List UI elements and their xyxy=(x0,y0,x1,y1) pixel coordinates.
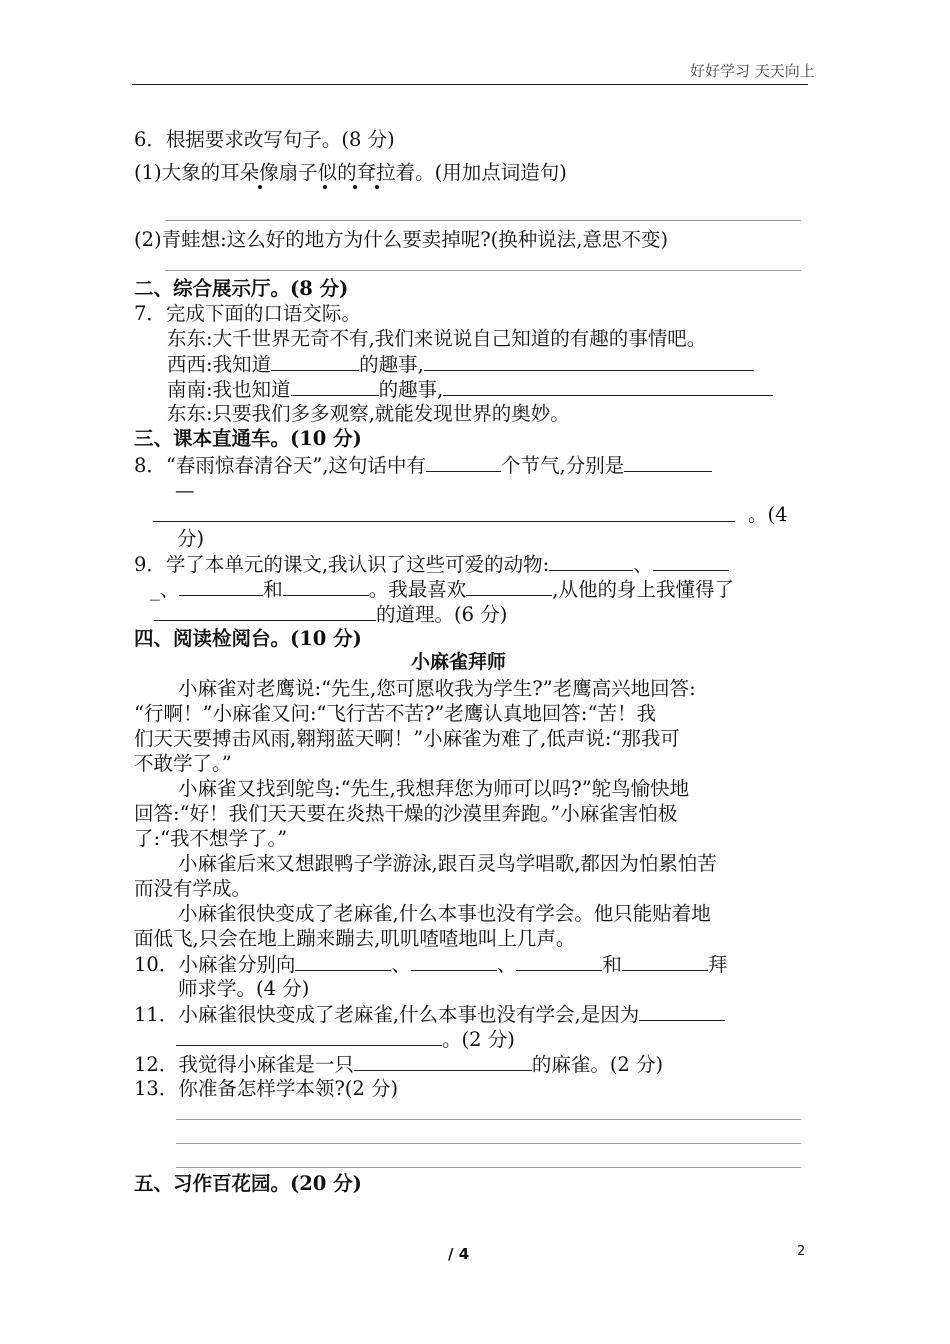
story-p4-line: 面低飞,只会在地上蹦来蹦去,叽叽喳喳地叫上几声。 xyxy=(134,927,576,950)
blank-q10-teacher-4[interactable] xyxy=(622,951,708,971)
dialog-2-mid: 的趣事, xyxy=(359,353,424,376)
q12-line xyxy=(134,1051,663,1078)
q9-learned: ,从他的身上我懂得了 xyxy=(552,578,734,601)
q9-end: 的道理。(6 分) xyxy=(376,603,508,626)
q6-sentence-2: (2)青蛙想:这么好的地方为什么要卖掉呢?(换种说法,意思不变) xyxy=(134,228,669,251)
q6-title: 6．根据要求改写句子。(8 分) xyxy=(134,128,395,151)
q10-and: 和 xyxy=(602,953,622,976)
header-slogan: 好好学习 天天向上 xyxy=(690,62,815,80)
blank-q9-favorite[interactable] xyxy=(466,576,552,596)
answer-line-q13-2[interactable] xyxy=(176,1143,801,1144)
section-5-title: 五、习作百花园。(20 分) xyxy=(134,1172,362,1195)
emphasis-dot xyxy=(258,185,262,189)
q9-sep-2: _、 xyxy=(150,578,180,601)
q10-line-1 xyxy=(134,951,727,978)
emphasis-dot xyxy=(375,185,379,189)
section-3-title: 三、课本直通车。(10 分) xyxy=(134,427,362,450)
q11-line-1 xyxy=(134,1001,725,1028)
story-p3-line: 小麻雀后来又想跟鸭子学游泳,跟百灵鸟学唱歌,都因为怕累怕苦 xyxy=(178,852,717,875)
q8-line-1 xyxy=(134,452,712,479)
blank-xixi-story[interactable] xyxy=(424,351,754,371)
q7-title: 7．完成下面的口语交际。 xyxy=(134,302,361,325)
blank-q8-terms-1[interactable] xyxy=(624,452,712,472)
dialog-line-3 xyxy=(167,376,773,403)
story-p2-line: 了:“我不想学了。” xyxy=(134,827,288,850)
q10-bai: 拜 xyxy=(707,953,728,976)
story-p1-line: 小麻雀对老鹰说:“先生,您可愿收我为学生?”老鹰高兴地回答: xyxy=(178,677,696,700)
blank-q11-reason-1[interactable] xyxy=(639,1001,725,1021)
blank-q9-animal-2[interactable] xyxy=(653,551,729,571)
dialog-3-mid: 的趣事, xyxy=(378,378,444,401)
story-title: 小麻雀拜师 xyxy=(411,651,507,673)
story-p1-line: “行啊！”小麻雀又问:“飞行苦不苦?”老鹰认真地回答:“苦！我 xyxy=(134,702,656,725)
q12-end: 的麻雀。(2 分) xyxy=(531,1053,664,1076)
q9-line-3 xyxy=(154,601,507,628)
blank-q10-teacher-1[interactable] xyxy=(295,951,391,971)
q10-sep-1: 、 xyxy=(391,953,411,976)
q8-score-2: 分) xyxy=(177,527,205,550)
q9-sep-1: 、 xyxy=(633,553,653,576)
story-p2-line: 回答:“好！我们天天要在炎热干燥的沙漠里奔跑。”小麻雀害怕极 xyxy=(134,802,678,825)
blank-q9-lesson[interactable] xyxy=(154,601,376,621)
emphasis-dot xyxy=(353,185,357,189)
blank-q10-teacher-3[interactable] xyxy=(516,951,602,971)
q9-line-2 xyxy=(150,576,734,603)
q12-text: 12．我觉得小麻雀是一只 xyxy=(134,1053,354,1076)
dialog-line-4: 东东:只要我们多多观察,就能发现世界的奥妙。 xyxy=(167,402,570,425)
blank-q9-animal-1[interactable] xyxy=(549,551,633,571)
q10-text-start: 10．小麻雀分别向 xyxy=(134,953,296,976)
story-p1-line: 不敢学了。” xyxy=(134,752,232,775)
q10-sep-2: 、 xyxy=(496,953,517,976)
q9-favorite: 。我最喜欢 xyxy=(368,578,467,601)
q10-line-2: 师求学。(4 分) xyxy=(178,977,310,1000)
q9-text-start: 9．学了本单元的课文,我认识了这些可爱的动物: xyxy=(134,553,550,576)
blank-xixi-topic[interactable] xyxy=(271,351,359,371)
q13-title: 13．你准备怎样学本领?(2 分) xyxy=(134,1077,399,1100)
q9-line-1 xyxy=(134,551,729,578)
answer-line-q8[interactable] xyxy=(153,521,735,522)
blank-q8-count[interactable] xyxy=(426,452,501,472)
emphasis-dot xyxy=(323,185,327,189)
q11-score: 。(2 分) xyxy=(442,1028,515,1051)
q6-sentence-1: (1)大象的耳朵像扇子似的耷拉着。(用加点词造句) xyxy=(134,161,567,184)
story-p3-line: 而没有学成。 xyxy=(134,877,252,900)
story-p2-line: 小麻雀又找到鸵鸟:“先生,我想拜您为师可以吗?”鸵鸟愉快地 xyxy=(178,777,690,800)
q8-dash: — xyxy=(175,479,195,502)
blank-nannan-topic[interactable] xyxy=(291,376,379,396)
q8-score-1: 。(4 xyxy=(748,503,788,526)
dialog-3-start: 南南:我也知道 xyxy=(167,378,291,401)
q11-text: 11．小麻雀很快变成了老麻雀,什么本事也没有学会,是因为 xyxy=(134,1003,640,1026)
answer-line-q13-3[interactable] xyxy=(176,1167,801,1168)
section-4-title: 四、阅读检阅台。(10 分) xyxy=(134,627,362,650)
q8-text-mid: 个节气,分别是 xyxy=(501,454,625,477)
dialog-line-1: 东东:大千世界无奇不有,我们来说说自己知道的有趣的事情吧。 xyxy=(167,327,707,350)
dialog-line-2 xyxy=(167,351,754,378)
answer-line-q6-2[interactable] xyxy=(165,270,801,271)
blank-nannan-story[interactable] xyxy=(443,376,773,396)
section-2-title: 二、综合展示厅。(8 分) xyxy=(134,277,349,300)
answer-line-q13-1[interactable] xyxy=(176,1119,801,1120)
header-rule xyxy=(132,84,808,85)
blank-q12-adjective[interactable] xyxy=(354,1051,532,1071)
blank-q11-reason-2[interactable] xyxy=(176,1026,442,1046)
story-p1-line: 们天天要搏击风雨,翱翔蓝天啊！”小麻雀为难了,低声说:“那我可 xyxy=(134,727,680,750)
page-number: 2 xyxy=(797,1244,806,1259)
dialog-2-start: 西西:我知道 xyxy=(167,353,272,376)
page-total: / 4 xyxy=(448,1245,470,1263)
blank-q9-animal-3[interactable] xyxy=(179,576,263,596)
q11-line-2 xyxy=(176,1026,515,1053)
q8-text-start: 8．“春雨惊春清谷天”,这句话中有 xyxy=(134,454,427,477)
blank-q10-teacher-2[interactable] xyxy=(411,951,497,971)
blank-q9-animal-4[interactable] xyxy=(283,576,369,596)
answer-line-q6-1[interactable] xyxy=(165,220,801,221)
story-p4-line: 小麻雀很快变成了老麻雀,什么本事也没有学会。他只能贴着地 xyxy=(178,902,711,925)
q9-and: 和 xyxy=(263,578,283,601)
